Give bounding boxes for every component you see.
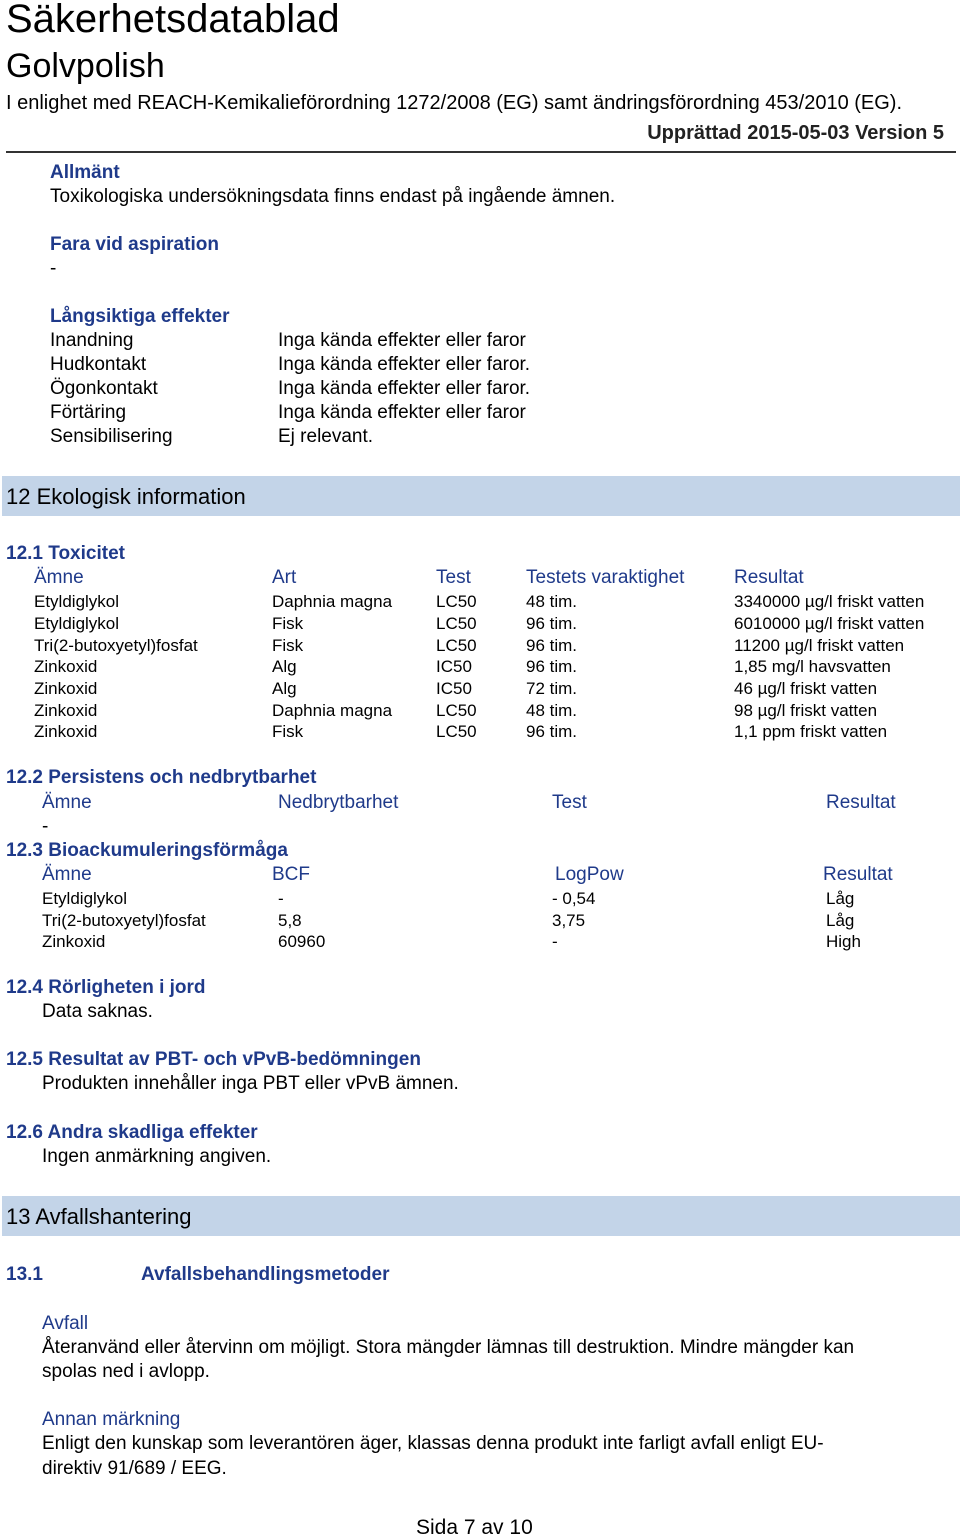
bioaccumulation-heading: 12.3 Bioackumuleringsförmåga (6, 840, 288, 861)
table-cell: Tri(2-butoxyetyl)fosfat (42, 911, 206, 930)
document-title: Säkerhetsdatablad (6, 0, 340, 41)
table-cell: 1,85 mg/l havsvatten (734, 657, 891, 676)
table-cell: 3340000 µg/l friskt vatten (734, 592, 925, 611)
section-12-heading: 12 Ekologisk information (6, 484, 246, 509)
marking-text-line: Enligt den kunskap som leverantören äger, klassas denna produkt inte farligt avfall enligt EU- (42, 1433, 824, 1454)
table-cell: Låg (826, 889, 855, 908)
table-cell: 96 tim. (526, 636, 578, 655)
waste-text-line: Återanvänd eller återvinn om möjligt. Stora mängder lämnas till destruktion. Mindre mängder kan (42, 1337, 855, 1358)
table-cell: 6010000 µg/l friskt vatten (734, 614, 925, 633)
section-13-band (2, 1196, 960, 1236)
persistence-heading: 12.2 Persistens och nedbrytbarhet (6, 767, 317, 788)
table-cell: Daphnia magna (272, 592, 393, 611)
table-cell: 72 tim. (526, 679, 578, 698)
table-cell: LC50 (436, 614, 477, 633)
table-cell: Zinkoxid (34, 679, 98, 698)
table-cell: Daphnia magna (272, 701, 393, 720)
waste-text-line: spolas ned i avlopp. (42, 1361, 210, 1382)
aspiration-heading: Fara vid aspiration (50, 234, 219, 255)
toxicity-col-header: Testets varaktighet (526, 567, 685, 588)
table-cell: Zinkoxid (34, 722, 98, 741)
toxicity-col-header: Ämne (34, 567, 84, 588)
longterm-value: Inga kända effekter eller faror. (278, 378, 531, 399)
table-cell: Fisk (272, 722, 304, 741)
table-cell: 11200 µg/l friskt vatten (734, 636, 905, 655)
table-cell: 48 tim. (526, 592, 578, 611)
toxicity-col-header: Resultat (734, 567, 804, 588)
table-cell: High (826, 932, 861, 951)
table-cell: IC50 (436, 679, 472, 698)
product-name: Golvpolish (6, 47, 165, 85)
section-13-heading: 13 Avfallshantering (6, 1204, 192, 1229)
table-cell: 60960 (278, 932, 326, 951)
mobility-heading: 12.4 Rörligheten i jord (6, 977, 206, 998)
bioaccumulation-col-header: BCF (272, 864, 310, 885)
longterm-label: Inandning (50, 330, 134, 351)
table-cell: Alg (272, 679, 297, 698)
table-cell: Etyldiglykol (42, 889, 128, 908)
bioaccumulation-col-header: Resultat (823, 864, 893, 885)
table-cell: 96 tim. (526, 657, 578, 676)
persistence-col-header: Resultat (826, 792, 896, 813)
longterm-label: Sensibilisering (50, 426, 173, 447)
table-cell: 96 tim. (526, 722, 578, 741)
marking-heading: Annan märkning (42, 1409, 181, 1430)
table-cell: Alg (272, 657, 297, 676)
version-line: Upprättad 2015-05-03 Version 5 (647, 122, 944, 144)
longterm-value: Inga kända effekter eller faror (278, 402, 526, 423)
page-number: Sida 7 av 10 (416, 1516, 533, 1539)
toxicity-col-header: Test (436, 567, 471, 588)
longterm-value: Ej relevant. (278, 426, 374, 447)
table-cell: Etyldiglykol (34, 614, 120, 633)
table-cell: Zinkoxid (42, 932, 106, 951)
table-cell: 1,1 ppm friskt vatten (734, 722, 888, 741)
mobility-text: Data saknas. (42, 1001, 153, 1022)
table-cell: Zinkoxid (34, 701, 98, 720)
pbt-heading: 12.5 Resultat av PBT- och vPvB-bedömningen (6, 1049, 421, 1070)
other-effects-text: Ingen anmärkning angiven. (42, 1146, 272, 1167)
table-cell: IC50 (436, 657, 472, 676)
longterm-value: Inga kända effekter eller faror. (278, 354, 531, 375)
bioaccumulation-col-header: Ämne (42, 864, 92, 885)
table-cell: - (552, 932, 558, 951)
table-cell: LC50 (436, 636, 477, 655)
table-cell: - 0,54 (552, 889, 596, 908)
general-text: Toxikologiska undersökningsdata finns endast på ingående ämnen. (50, 186, 616, 207)
pbt-text: Produkten innehåller inga PBT eller vPvB ämnen. (42, 1073, 459, 1094)
waste-heading: Avfall (42, 1313, 89, 1334)
table-cell: 5,8 (278, 911, 302, 930)
section-12-band (2, 476, 960, 516)
table-cell: 46 µg/l friskt vatten (734, 679, 878, 698)
aspiration-text: - (50, 258, 57, 279)
regulation-line: I enlighet med REACH-Kemikalieförordning 1272/2008 (EG) samt ändringsförordning 453/2010 (EG). (6, 92, 903, 114)
toxicity-heading: 12.1 Toxicitet (6, 543, 125, 564)
table-cell: Fisk (272, 636, 304, 655)
subsection-number: 13.1 (6, 1264, 43, 1285)
bioaccumulation-col-header: LogPow (555, 864, 624, 885)
other-effects-heading: 12.6 Andra skadliga effekter (6, 1122, 258, 1143)
table-cell: Fisk (272, 614, 304, 633)
longterm-value: Inga kända effekter eller faror (278, 330, 526, 351)
table-cell: 48 tim. (526, 701, 578, 720)
longterm-heading: Långsiktiga effekter (50, 306, 230, 327)
table-cell: - (278, 889, 284, 908)
table-cell: 3,75 (552, 911, 586, 930)
longterm-label: Förtäring (50, 402, 127, 423)
marking-text-line: direktiv 91/689 / EEG. (42, 1458, 227, 1479)
persistence-col-header: Ämne (42, 792, 92, 813)
longterm-label: Hudkontakt (50, 354, 147, 375)
table-cell: Tri(2-butoxyetyl)fosfat (34, 636, 198, 655)
persistence-text: - (42, 816, 49, 837)
table-cell: Låg (826, 911, 855, 930)
table-cell: LC50 (436, 701, 477, 720)
table-cell: Zinkoxid (34, 657, 98, 676)
toxicity-col-header: Art (272, 567, 297, 588)
header-divider (6, 151, 956, 153)
persistence-col-header: Nedbrytbarhet (278, 792, 399, 813)
general-heading: Allmänt (50, 162, 120, 183)
subsection-heading: Avfallsbehandlingsmetoder (141, 1264, 390, 1285)
persistence-col-header: Test (552, 792, 587, 813)
table-cell: LC50 (436, 722, 477, 741)
longterm-label: Ögonkontakt (50, 378, 158, 399)
table-cell: 96 tim. (526, 614, 578, 633)
table-cell: LC50 (436, 592, 477, 611)
table-cell: 98 µg/l friskt vatten (734, 701, 878, 720)
table-cell: Etyldiglykol (34, 592, 120, 611)
